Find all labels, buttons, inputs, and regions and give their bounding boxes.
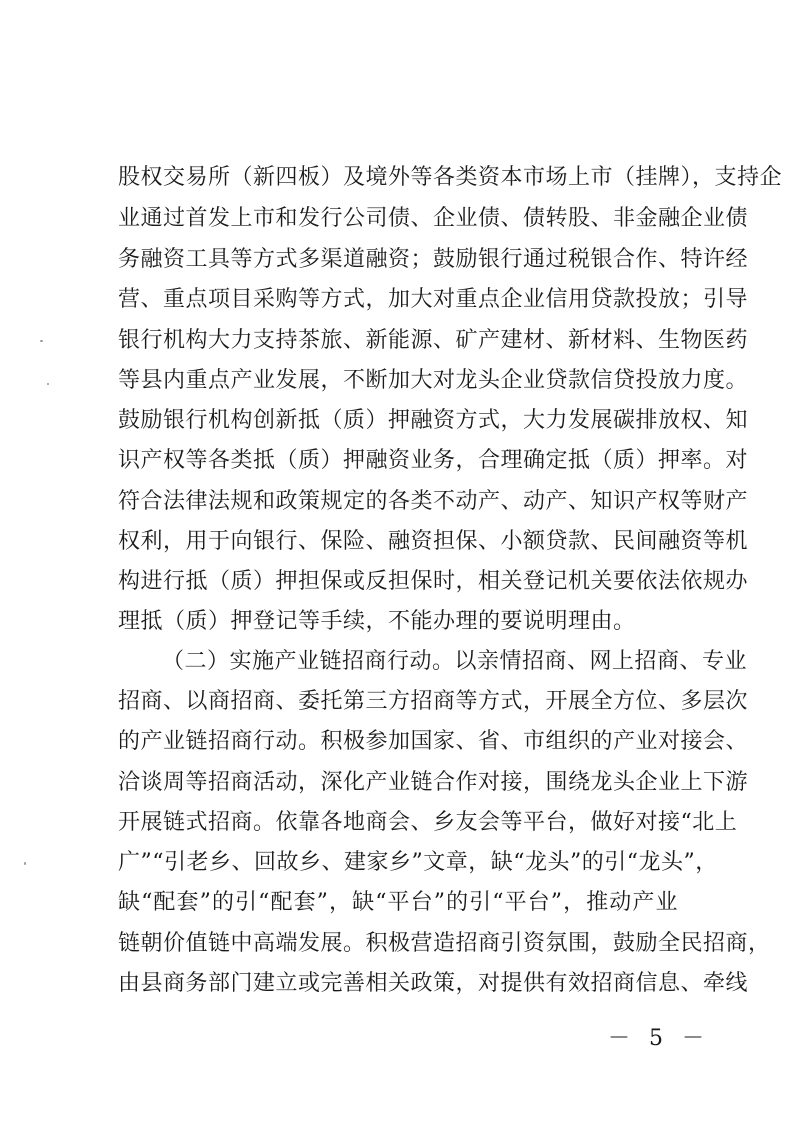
- text-line: 营、重点项目采购等方式，加大对重点企业信用贷款投放；引导: [118, 287, 749, 312]
- scan-speck: [47, 383, 49, 385]
- text-line: 理抵（质）押登记等手续，不能办理的要说明理由。: [118, 609, 636, 634]
- text-line: 洽谈周等招商活动，深化产业链合作对接，围绕龙头企业上下游: [118, 770, 749, 795]
- text-line: 权利，用于向银行、保险、融资担保、小额贷款、民间融资等机: [118, 529, 749, 554]
- page-number: － 5 －: [608, 1026, 710, 1051]
- text-line: 鼓励银行机构创新抵（质）押融资方式，大力发展碳排放权、知: [118, 408, 749, 433]
- text-line: 符合法律法规和政策规定的各类不动产、动产、知识产权等财产: [118, 489, 749, 514]
- text-line: 构进行抵（质）押担保或反担保时，相关登记机关要依法依规办: [118, 569, 749, 594]
- text-line: 链朝价值链中高端发展。积极营造招商引资氛围，鼓励全民招商，: [118, 931, 771, 956]
- text-line: 识产权等各类抵（质）押融资业务，合理确定抵（质）押率。对: [118, 448, 749, 473]
- scan-speck: [40, 340, 43, 342]
- scan-speck: [24, 862, 26, 865]
- text-line: 等县内重点产业发展，不断加大对龙头企业贷款信贷投放力度。: [118, 368, 749, 393]
- text-line: 招商、以商招商、委托第三方招商等方式，开展全方位、多层次: [118, 689, 749, 714]
- text-line: 缺“配套”的引“配套”，缺“平台”的引“平台”，推动产业: [118, 890, 678, 915]
- text-line: 广”“引老乡、回故乡、建家乡”文章，缺“龙头”的引“龙头”，: [118, 850, 718, 875]
- paragraph-heading-line: （二）实施产业链招商行动。以亲情招商、网上招商、专业: [162, 649, 748, 674]
- text-line: 银行机构大力支持茶旅、新能源、矿产建材、新材料、生物医药: [118, 328, 749, 353]
- text-line: 业通过首发上市和发行公司债、企业债、债转股、非金融企业债: [118, 206, 749, 231]
- text-line: 开展链式招商。依靠各地商会、乡友会等平台，做好对接“北上: [118, 810, 738, 835]
- text-line: 的产业链招商行动。积极参加国家、省、市组织的产业对接会、: [118, 729, 749, 754]
- text-line: 务融资工具等方式多渠道融资；鼓励银行通过税银合作、特许经: [118, 247, 749, 272]
- text-line: 股权交易所（新四板）及境外等各类资本市场上市（挂牌），支持企: [118, 165, 783, 190]
- text-line: 由县商务部门建立或完善相关政策，对提供有效招商信息、牵线: [118, 971, 749, 996]
